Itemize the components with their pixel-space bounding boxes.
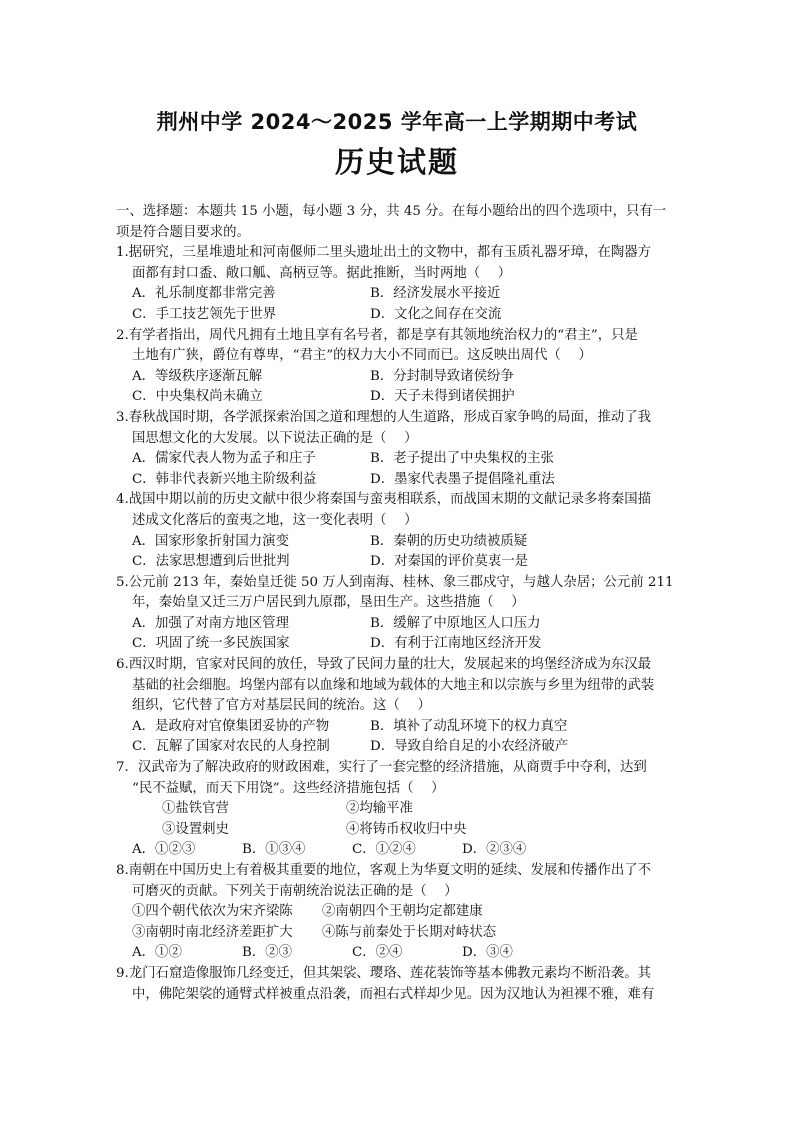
choice-a: A．①② bbox=[132, 945, 182, 961]
option-a: A．国家形象折射国力演变 bbox=[132, 533, 289, 549]
question-8-items-row1 bbox=[116, 902, 682, 923]
choice-c: C．①②④ bbox=[352, 842, 416, 858]
exam-title: 荆州中学 2024～2025 学年高一上学期期中考试 bbox=[156, 110, 638, 134]
choice-c: C．②④ bbox=[352, 945, 403, 961]
option-b: B．分封制导致诸侯纷争 bbox=[370, 368, 514, 384]
question-7-choices bbox=[116, 840, 682, 861]
option-d: D．导致自给自足的小农经济破产 bbox=[370, 739, 569, 755]
question-6-options-row1 bbox=[116, 717, 682, 738]
question-7-items-row2 bbox=[116, 820, 682, 841]
question-3-stem: 3.春秋战国时期，各学派探索治国之道和理想的人生道路，形成百家争鸣的局面，推动了我 bbox=[116, 409, 652, 425]
exam-content bbox=[116, 202, 682, 1005]
question-7-stem-cont: “民不益赋，而天下用饶”。这些经济措施包括（ ） bbox=[132, 780, 445, 796]
option-d: D．文化之间存在交流 bbox=[370, 306, 502, 322]
question-6-stem-cont2: 组织，它代替了官方对基层民间的统治。这（ ） bbox=[132, 698, 431, 714]
option-b: B．缓解了中原地区人口压力 bbox=[370, 615, 541, 631]
option-c: C．巩固了统一多民族国家 bbox=[132, 636, 290, 652]
question-4-options-row2 bbox=[116, 552, 682, 573]
item-1: ①四个朝代依次为宋齐梁陈 bbox=[132, 904, 293, 920]
option-c: C．瓦解了国家对农民的人身控制 bbox=[132, 739, 330, 755]
question-8-items-row2 bbox=[116, 923, 682, 944]
item-4: ④陈与前秦处于长期对峙状态 bbox=[322, 924, 497, 940]
question-8-choices bbox=[116, 943, 682, 964]
question-4-stem: 4.战国中期以前的历史文献中很少将秦国与蛮夷相联系，而战国末期的文献记录多将秦国描 bbox=[116, 492, 652, 508]
option-c: C．手工技艺领先于世界 bbox=[132, 306, 277, 322]
option-b: B．填补了动乱环境下的权力真空 bbox=[370, 718, 568, 734]
question-6-stem-cont: 基础的社会细胞。坞堡内部有以血缘和地域为载体的大地主和以宗族与乡里为纽带的武装 bbox=[132, 677, 655, 693]
question-3-stem-cont: 国思想文化的大发展。以下说法正确的是（ ） bbox=[132, 430, 418, 446]
option-b: B．经济发展水平接近 bbox=[370, 286, 501, 302]
option-a: A．等级秩序逐渐瓦解 bbox=[132, 368, 263, 384]
option-b: B．秦朝的历史功绩被质疑 bbox=[370, 533, 528, 549]
item-3: ③设置刺史 bbox=[162, 821, 229, 837]
question-3-options-row2 bbox=[116, 470, 682, 491]
question-2-options-row1 bbox=[116, 367, 682, 388]
option-d: D．对秦国的评价莫衷一是 bbox=[370, 554, 529, 570]
question-4-options-row1 bbox=[116, 532, 682, 553]
question-3-options-row1 bbox=[116, 449, 682, 470]
item-2: ②均输平准 bbox=[346, 801, 413, 817]
question-9-stem: 9.龙门石窟造像服饰几经变迁，但其架裟、璎珞、莲花装饰等基本佛教元素均不断沿袭。其 bbox=[116, 965, 652, 981]
question-1-options-row2 bbox=[116, 305, 682, 326]
question-5-options-row1 bbox=[116, 614, 682, 635]
option-a: A．儒家代表人物为孟子和庄子 bbox=[132, 451, 316, 467]
question-6-stem: 6.西汉时期，官家对民间的放任，导致了民间力量的壮大，发展起来的坞堡经济成为东汉最 bbox=[116, 657, 652, 673]
option-a: A．礼乐制度都非常完善 bbox=[132, 286, 276, 302]
item-4: ④将铸币权收归中央 bbox=[346, 821, 467, 837]
question-1-stem: 1.据研究，三星堆遗址和河南偃师二里头遗址出土的文物中，都有玉质礼器牙璋，在陶器方 bbox=[116, 245, 652, 261]
question-7-stem: 7．汉武帝为了解决政府的财政困难，实行了一套完整的经济措施，从商贾手中夺利，达到 bbox=[116, 760, 647, 776]
option-d: D．墨家代表墨子提倡隆礼重法 bbox=[370, 471, 555, 487]
option-a: A．加强了对南方地区管理 bbox=[132, 615, 289, 631]
option-d: D．天子未得到诸侯拥护 bbox=[370, 389, 515, 405]
choice-d: D．②③④ bbox=[462, 842, 527, 858]
item-2: ②南朝四个王朝均定都建康 bbox=[322, 904, 483, 920]
question-7-items-row1 bbox=[116, 799, 682, 820]
question-2-options-row2 bbox=[116, 387, 682, 408]
subject-title: 历史试题 bbox=[334, 145, 459, 179]
question-5-options-row2 bbox=[116, 634, 682, 655]
section-instruction: 一、选择题：本题共 15 小题，每小题 3 分，共 45 分。在每小题给出的四个选项中，只有一 bbox=[116, 204, 667, 219]
choice-b: B．②③ bbox=[242, 945, 293, 961]
option-b: B．老子提出了中央集权的主张 bbox=[370, 451, 554, 467]
question-9-stem-cont: 中，佛陀架裟的通臂式样被重点沿袭，而袒右式样却少见。因为汉地认为袒裸不雅，难有 bbox=[132, 986, 655, 1002]
item-1: ①盐铁官营 bbox=[162, 801, 229, 817]
option-d: D．有利于江南地区经济开发 bbox=[370, 636, 542, 652]
question-2-stem: 2.有学者指出，周代凡拥有土地且享有名号者，都是享有其领地统治权力的“君主”，只是 bbox=[116, 327, 638, 343]
option-a: A．是政府对官僚集团妥协的产物 bbox=[132, 718, 330, 734]
option-c: C．中央集权尚未确立 bbox=[132, 389, 263, 405]
choice-a: A．①②③ bbox=[132, 842, 196, 858]
option-c: C．法家思想遭到后世批判 bbox=[132, 554, 290, 570]
question-5-stem: 5.公元前 213 年，秦始皇迁徙 50 万人到南海、桂林、象三郡戍守，与越人杂居；公元前 211 bbox=[116, 574, 674, 590]
item-3: ③南朝时南北经济差距扩大 bbox=[132, 924, 293, 940]
section-instruction-cont: 项是符合题目要求的。 bbox=[116, 224, 250, 240]
question-1-stem-cont: 面都有封口盉、敞口觚、高柄豆等。据此推断，当时两地（ ） bbox=[132, 265, 512, 281]
question-8-stem-cont: 可磨灭的贡献。下列关于南朝统治说法正确的是（ ） bbox=[132, 883, 458, 899]
question-6-options-row2 bbox=[116, 737, 682, 758]
choice-d: D．③④ bbox=[462, 945, 513, 961]
option-c: C．韩非代表新兴地主阶级利益 bbox=[132, 471, 317, 487]
question-1-options-row1 bbox=[116, 284, 682, 305]
question-8-stem: 8.南朝在中国历史上有着极其重要的地位，客观上为华夏文明的延续、发展和传播作出了不 bbox=[116, 863, 652, 878]
question-5-stem-cont: 年，秦始皇又迁三万户居民到九原郡，垦田生产。这些措施（ ） bbox=[132, 595, 525, 611]
question-4-stem-cont: 述成文化落后的蛮夷之地，这一变化表明（ ） bbox=[132, 512, 418, 528]
choice-b: B．①③④ bbox=[242, 842, 306, 858]
question-2-stem-cont: 土地有广狭，爵位有尊卑，“君主”的权力大小不同而已。这反映出周代（ ） bbox=[132, 348, 592, 364]
